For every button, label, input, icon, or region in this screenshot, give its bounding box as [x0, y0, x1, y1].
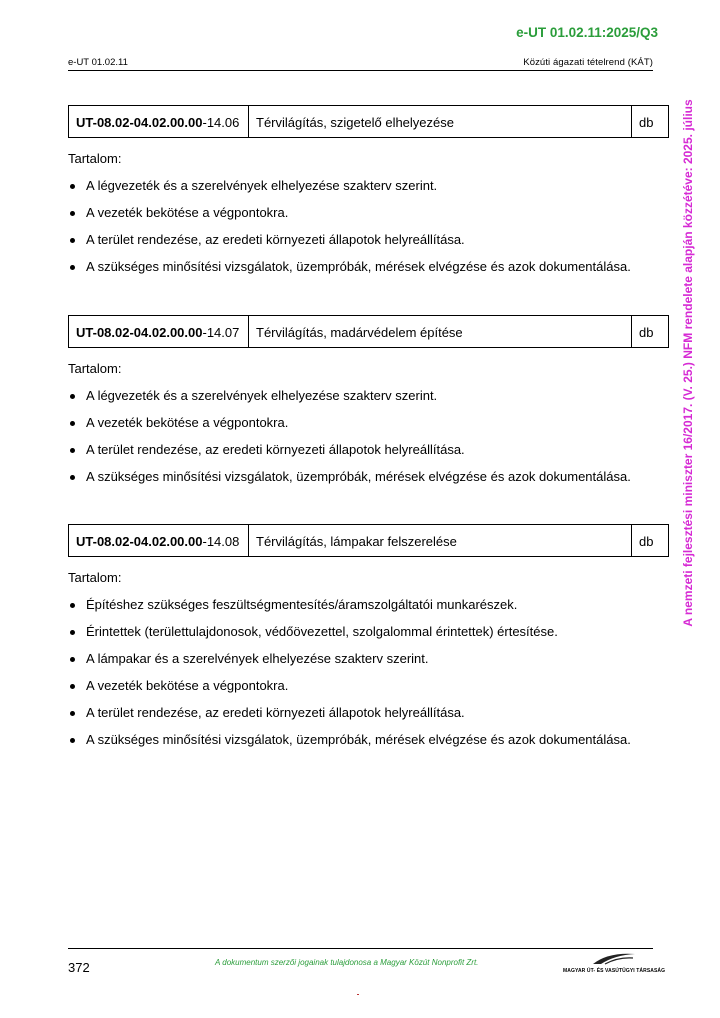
list-item: A vezeték bekötése a végpontokra. [68, 416, 669, 430]
item-unit-cell: db [639, 325, 654, 340]
item-code-suffix: -14.06 [202, 115, 240, 130]
header-left-code: e-UT 01.02.11 [68, 57, 128, 68]
list-item: A vezeték bekötése a végpontokra. [68, 206, 669, 220]
item-code-cell [69, 106, 249, 137]
item-title-cell: Térvilágítás, lámpakar felszerelése [249, 525, 632, 556]
list-item: A szükséges minősítési vizsgálatok, üzempróbák, mérések elvégzése és azok dokumentálása. [68, 733, 669, 747]
header-divider [68, 70, 653, 71]
content-list [68, 179, 669, 274]
list-item: A szükséges minősítési vizsgálatok, üzempróbák, mérések elvégzése és azok dokumentálása. [68, 470, 669, 484]
content-label: Tartalom: [68, 361, 122, 376]
list-item: A terület rendezése, az eredeti környezeti állapotok helyreállítása. [68, 706, 669, 720]
list-item: A vezeték bekötése a végpontokra. [68, 679, 669, 693]
item-code-cell [69, 316, 249, 347]
item-code-cell [69, 525, 249, 556]
content-label: Tartalom: [68, 570, 122, 585]
item-code-suffix: -14.08 [202, 534, 240, 549]
item-block [68, 524, 669, 747]
item-unit-cell: db [639, 115, 654, 130]
content-list [68, 598, 669, 747]
list-item: A terület rendezése, az eredeti környezeti állapotok helyreállítása. [68, 233, 669, 247]
list-item: A légvezeték és a szerelvények elhelyezése szakterv szerint. [68, 179, 669, 193]
item-unit-cell: db [639, 534, 654, 549]
item-code-bold: UT-08.02-04.02.00.00 [76, 325, 203, 340]
page-dot [357, 994, 359, 995]
copyright-notice: A dokumentum szerzői jogainak tulajdonosa a Magyar Közút Nonprofit Zrt. [215, 958, 479, 967]
item-code-bold: UT-08.02-04.02.00.00 [76, 115, 203, 130]
list-item: Érintettek (területtulajdonosok, védőövezettel, szolgalommal érintettek) értesítése. [68, 625, 669, 639]
side-note-text: A nemzeti fejlesztési miniszter 16/2017. (V. 25.) NFM rendelete alapján közzétéve: 2025. július [681, 98, 695, 627]
page-number: 372 [68, 960, 90, 975]
header-right-title: Közúti ágazati tételrend (KÁT) [523, 57, 653, 68]
item-header-table [68, 524, 669, 557]
document-code: e-UT 01.02.11:2025/Q3 [516, 25, 658, 40]
list-item: A terület rendezése, az eredeti környezeti állapotok helyreállítása. [68, 443, 669, 457]
content-list [68, 389, 669, 484]
list-item: A légvezeték és a szerelvények elhelyezése szakterv szerint. [68, 389, 669, 403]
side-publication-note [677, 95, 699, 630]
item-title-cell: Térvilágítás, madárvédelem építése [249, 316, 632, 347]
item-block [68, 105, 669, 274]
item-title-cell: Térvilágítás, szigetelő elhelyezése [249, 106, 632, 137]
list-item: A szükséges minősítési vizsgálatok, üzempróbák, mérések elvégzése és azok dokumentálása. [68, 260, 669, 274]
item-header-table [68, 105, 669, 138]
company-logo [563, 950, 666, 974]
item-code-suffix: -14.07 [202, 325, 240, 340]
list-item: A lámpakar és a szerelvények elhelyezése szakterv szerint. [68, 652, 669, 666]
content-label: Tartalom: [68, 151, 122, 166]
footer-divider [68, 948, 653, 949]
list-item: Építéshez szükséges feszültségmentesítés/áramszolgáltatói munkarészek. [68, 598, 669, 612]
item-block [68, 315, 669, 484]
logo-swoosh-icon [563, 950, 653, 968]
logo-text: MAGYAR ÚT- ÉS VASÚTÜGYI TÁRSASÁG [563, 968, 666, 974]
item-header-table [68, 315, 669, 348]
item-code-bold: UT-08.02-04.02.00.00 [76, 534, 203, 549]
